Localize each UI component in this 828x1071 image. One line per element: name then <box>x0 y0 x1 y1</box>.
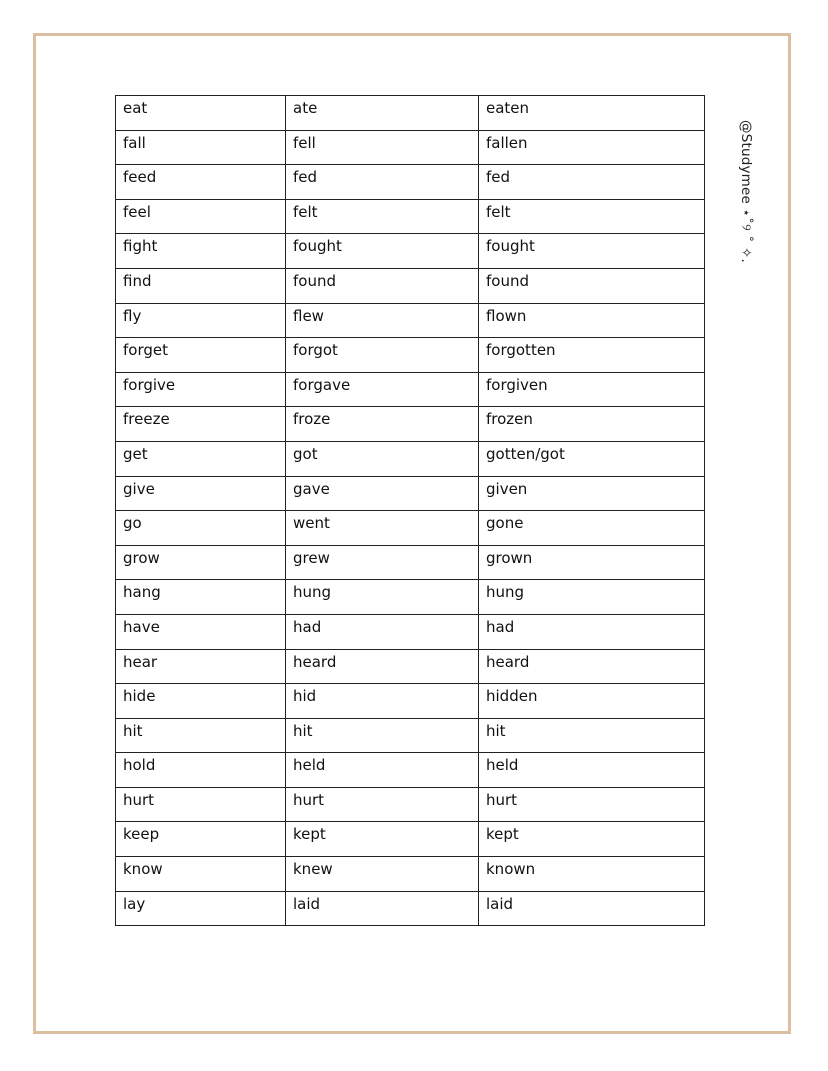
base-form-cell: grow <box>116 545 286 580</box>
verb-table-body <box>116 96 705 926</box>
table-row <box>116 199 705 234</box>
table-row <box>116 753 705 788</box>
base-form-cell: get <box>116 441 286 476</box>
past-participle-cell: hung <box>479 580 705 615</box>
past-participle-cell: had <box>479 614 705 649</box>
base-form-cell: find <box>116 268 286 303</box>
table-row <box>116 545 705 580</box>
table-row <box>116 511 705 546</box>
base-form-cell: hit <box>116 718 286 753</box>
past-simple-cell: got <box>286 441 479 476</box>
past-participle-cell: found <box>479 268 705 303</box>
past-simple-cell: hit <box>286 718 479 753</box>
past-participle-cell: held <box>479 753 705 788</box>
past-participle-cell: given <box>479 476 705 511</box>
table-row <box>116 649 705 684</box>
table-row <box>116 303 705 338</box>
past-simple-cell: grew <box>286 545 479 580</box>
table-row <box>116 96 705 131</box>
base-form-cell: hear <box>116 649 286 684</box>
past-participle-cell: fallen <box>479 130 705 165</box>
table-row <box>116 165 705 200</box>
base-form-cell: hurt <box>116 787 286 822</box>
table-row <box>116 234 705 269</box>
past-participle-cell: fought <box>479 234 705 269</box>
past-simple-cell: hung <box>286 580 479 615</box>
past-participle-cell: gotten/got <box>479 441 705 476</box>
past-simple-cell: fed <box>286 165 479 200</box>
past-participle-cell: frozen <box>479 407 705 442</box>
base-form-cell: fly <box>116 303 286 338</box>
past-simple-cell: hurt <box>286 787 479 822</box>
table-row <box>116 476 705 511</box>
past-participle-cell: fed <box>479 165 705 200</box>
base-form-cell: know <box>116 857 286 892</box>
past-participle-cell: heard <box>479 649 705 684</box>
base-form-cell: lay <box>116 891 286 926</box>
irregular-verbs-table <box>115 95 705 926</box>
past-participle-cell: eaten <box>479 96 705 131</box>
table-row <box>116 407 705 442</box>
past-simple-cell: heard <box>286 649 479 684</box>
past-simple-cell: hid <box>286 684 479 719</box>
table-row <box>116 684 705 719</box>
base-form-cell: go <box>116 511 286 546</box>
past-participle-cell: known <box>479 857 705 892</box>
base-form-cell: feed <box>116 165 286 200</box>
past-participle-cell: gone <box>479 511 705 546</box>
past-simple-cell: gave <box>286 476 479 511</box>
base-form-cell: hold <box>116 753 286 788</box>
past-simple-cell: had <box>286 614 479 649</box>
past-simple-cell: froze <box>286 407 479 442</box>
past-simple-cell: ate <box>286 96 479 131</box>
base-form-cell: eat <box>116 96 286 131</box>
base-form-cell: hang <box>116 580 286 615</box>
base-form-cell: freeze <box>116 407 286 442</box>
table-row <box>116 718 705 753</box>
base-form-cell: hide <box>116 684 286 719</box>
table-row <box>116 268 705 303</box>
past-simple-cell: knew <box>286 857 479 892</box>
base-form-cell: fall <box>116 130 286 165</box>
past-participle-cell: grown <box>479 545 705 580</box>
past-participle-cell: kept <box>479 822 705 857</box>
table-row <box>116 372 705 407</box>
base-form-cell: feel <box>116 199 286 234</box>
past-participle-cell: laid <box>479 891 705 926</box>
table-row <box>116 338 705 373</box>
past-simple-cell: laid <box>286 891 479 926</box>
past-participle-cell: forgiven <box>479 372 705 407</box>
table-row <box>116 130 705 165</box>
past-simple-cell: fell <box>286 130 479 165</box>
base-form-cell: forgive <box>116 372 286 407</box>
base-form-cell: have <box>116 614 286 649</box>
past-simple-cell: felt <box>286 199 479 234</box>
past-simple-cell: found <box>286 268 479 303</box>
watermark-text: @Studymee ⋆˚୨ ˚ ✧. <box>738 120 754 263</box>
past-participle-cell: hidden <box>479 684 705 719</box>
past-participle-cell: felt <box>479 199 705 234</box>
past-participle-cell: hurt <box>479 787 705 822</box>
past-participle-cell: hit <box>479 718 705 753</box>
table-row <box>116 614 705 649</box>
base-form-cell: give <box>116 476 286 511</box>
base-form-cell: keep <box>116 822 286 857</box>
past-simple-cell: went <box>286 511 479 546</box>
table-row <box>116 787 705 822</box>
table-row <box>116 580 705 615</box>
past-simple-cell: kept <box>286 822 479 857</box>
base-form-cell: forget <box>116 338 286 373</box>
table-row <box>116 891 705 926</box>
past-simple-cell: fought <box>286 234 479 269</box>
table-row <box>116 441 705 476</box>
past-simple-cell: flew <box>286 303 479 338</box>
table-row <box>116 822 705 857</box>
past-participle-cell: flown <box>479 303 705 338</box>
past-simple-cell: held <box>286 753 479 788</box>
past-participle-cell: forgotten <box>479 338 705 373</box>
past-simple-cell: forgave <box>286 372 479 407</box>
table-row <box>116 857 705 892</box>
base-form-cell: fight <box>116 234 286 269</box>
past-simple-cell: forgot <box>286 338 479 373</box>
